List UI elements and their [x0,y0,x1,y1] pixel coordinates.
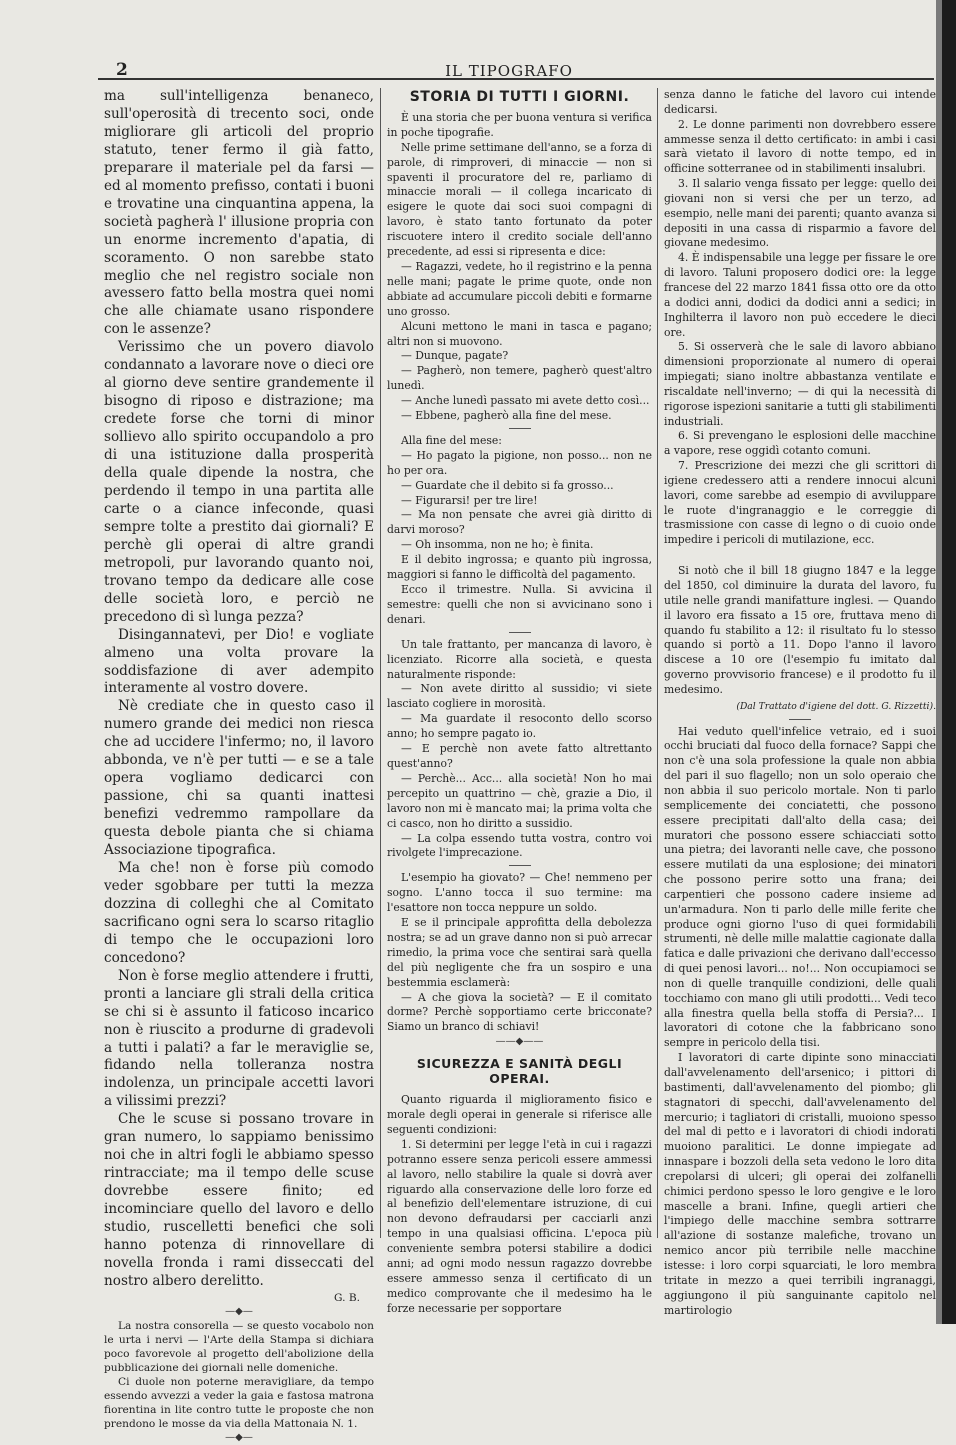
paragraph: 7. Prescrizione dei mezzi che gli scrittori di igiene credessero atti a rendere innocui alcuni lavori, come sarebbe ad esempio di avviluppare le ruote d'ingranaggio e le correggie di trasmissione con casse di legno o di cuoio onde impedire i pericoli di mutilazione, ecc. [664,459,936,547]
header-rule [98,78,934,80]
page-header [98,60,940,80]
column-middle [387,88,652,1315]
paragraph: E il debito ingrossa; e quanto più ingrossa, maggiori si fanno le difficoltà del pagamento. [387,553,652,582]
paragraph: Che le scuse si possano trovare in gran numero, lo sappiamo benissimo noi che in altri fogli le abbiamo spesso rintracciate; ma il tempo delle scuse dovrebbe essere finito; ed incominciare quello del lavoro e dello studio, ruscelletti benefici che soli hanno potenza di rinnovellare di novella fronda i rami disseccati del nostro albero derelitto. [104,1111,374,1289]
paragraph: — Ragazzi, vedete, ho il registrino e la penna nelle mani; pagate le prime quote, onde non abbiate ad accumulare piccoli debiti e formarne uno grosso. [387,259,652,318]
dash-divider [509,428,531,430]
dash-divider [789,719,811,721]
section-title: SICUREZZA E SANITÀ DEGLI OPERAI. [416,1056,623,1087]
section-title: STORIA DI TUTTI I GIORNI. [409,89,630,105]
ornament-divider: —◆— [225,1305,253,1317]
paragraph: — Perchè... Acc... alla società! Non ho mai percepito un quattrino — chè, grazie a Dio, il lavoro non mi è mancato mai; la prima volta che ci casco, non ho diritto a sussidio. [387,771,652,830]
column-divider [657,88,658,1238]
paragraph: — Oh insomma, non ne ho; è finita. [401,538,594,552]
paragraph: Hai veduto quell'infelice vetraio, ed i suoi occhi bruciati dal fuoco della fornace? Sappi che non c'è una sola professione la quale non abbia del pari il suo flagello; non un solo operaio che non abbia il suo pericolo mortale. Non ti parlo semplicemente dei conciatetti, che possono essere precipitati dall'alto della casa; dei muratori che possono essere schiacciati sotto una pietra; dei lavoranti nelle cave, che possono essere mutilati da una esplosione; dei minatori che possono perire sotto una frana; dei carpentieri che possono cadere insieme ad un'armadura. Non ti parlo delle mille ferite che produce ogni giorno l'uso di quei formidabili strumenti, nè delle mille malattie cagionate dalla fatica e dalle privazioni che derivano dall'eccesso di quei penosi lavori... no!... Non occupiamoci se non di quelle tranquille condizioni, delle quali tocchiamo con mano gli utili prodotti... Vedi teco alla finestra quella bella stoffa di Persia?... I lavoratori di cotone che la fabbricano sono sempre in pericolo della tisi. [664,724,936,1050]
paragraph: 6. Si prevengano le esplosioni delle macchine a vapore, rese oggidì cotanto comuni. [664,429,936,458]
column-divider [380,88,381,1238]
dash-divider [509,865,531,867]
paragraph: — Anche lunedì passato mi avete detto così... [401,394,650,408]
paragraph: Si notò che il bill 18 giugno 1847 e la legge del 1850, col diminuire la durata del lavoro, fu utile nelle grandi manifatture inglesi. — Quando il lavoro era fissato a 15 ore, fruttava meno di quando fu stabilito a 12: il risultato fu lo stesso quando si portò a 11. Dopo l'anno il lavoro discese a 10 ore (l'esempio fu imitato dal governo provvisorio francese) e il prodotto fu il medesimo. [664,564,936,696]
paragraph: Alcuni mettono le mani in tasca e pagano; altri non si muovono. [387,319,652,348]
paragraph: — Pagherò, non temere, pagherò quest'altro lunedì. [387,364,652,393]
paragraph: Verissimo che un povero diavolo condannato a lavorare nove o dieci ore al giorno deve sentire grandemente il bisogno di riposo e distrazione; ma credete forse che torni di minor sollievo allo spirito occupandolo a pro di una istituzione dalla prosperità della quale dipende la nostra, che perdendo il tempo in una partita alle carte o a ciance infeconde, quasi sempre tolte a prestito dai giornali? E perchè gli operai di altre grandi metropoli, pur lavorando quanto noi, trovano tempo da dedicare alle cose delle società loro, e perciò ne precedono di sì lunga pezza? [104,339,374,625]
paragraph: Nè crediate che in questo caso il numero grande dei medici non riesca che ad uccidere l'infermo; no, il lavoro abbonda, ve n'è per tutti — e se a tale opera vogliamo dedicarci con passione, chi sa quanti inattesi benefizi vedremmo rampollare da questa debole pianta che si chiama Associazione tipografica. [104,698,374,859]
paragraph: 3. Il salario venga fissato per legge: quello dei giovani non si versi che per un terzo, ad esempio, nelle mani dei parenti; quanto avanza si depositi in una cassa di risparmio a favore del giovane medesimo. [664,177,936,250]
dash-divider [509,632,531,634]
paragraph: E se il principale approfitta della debolezza nostra; se ad un grave danno non si può arrecar rimedio, la prima voce che sentirai sarà quella del più negligente che fra un sospiro e una bestemmia esclamerà: [387,916,652,989]
ornament-divider: ——◆—— [495,1036,544,1048]
page-number: 2 [116,60,128,80]
note: La nostra consorella — se questo vocabolo non le urta i nervi — l'Arte della Stampa si dichiara poco favorevole al progetto dell'abolizione della pubblicazione dei giornali nelle domeniche. [104,1319,374,1374]
signature: G. B. [334,1291,360,1304]
paragraph: — Ma non pensate che avrei già diritto di darvi moroso? [387,508,652,537]
column-right [664,88,936,1317]
ornament-divider: —◆— [225,1431,253,1443]
paragraph: — La colpa essendo tutta vostra, contro voi rivolgete l'imprecazione. [387,831,652,860]
paragraph: — Ebbene, pagherò alla fine del mese. [401,409,612,423]
paragraph: Non è forse meglio attendere i frutti, pronti a lanciare gli strali della critica se chi si è assunto il faticoso incarico non è riuscito a produrne di gradevoli a tutti i palati? a far le meraviglie se, fidando nella tolleranza nostra indolenza, un principale accetti lavori a vilissimi prezzi? [104,967,374,1110]
paragraph: Ecco il trimestre. Nulla. Si avvicina il semestre: quelli che non si avvicinano sono i denari. [387,583,652,626]
paragraph: Un tale frattanto, per mancanza di lavoro, è licenziato. Ricorre alla società, e questa naturalmente risponde: [387,637,652,681]
page-edge [942,0,956,1324]
paragraph: 5. Si osserverà che le sale di lavoro abbiano dimensioni proporzionate al numero di operai impiegati; siano inoltre abbastanza ventilate e riscaldate nell'inverno; — di qui la necessità di rigorose ispezioni sanitarie a tutti gli stabilimenti industriali. [664,340,936,428]
paragraph: È una storia che per buona ventura si verifica in poche tipografie. [387,110,652,139]
note: Ci duole non poterne meravigliare, da tempo essendo avvezzi a veder la gaia e fastosa matrona fiorentina in lite contro tutte le proposte che non prendono le mosse da via della Mattonaia N. 1. [104,1375,374,1430]
paragraph: Nelle prime settimane dell'anno, se a forza di parole, di rimproveri, di minaccie — non si spaventi il procuratore del re, parliamo di minaccie morali — il collega incaricato di esigere le quote dai soci suoi compagni di lavoro, è stato tanto fortunato da poter riscuotere intero il credito sociale dell'anno precedente, ad essi si ripresenta e dice: [387,140,652,259]
paragraph: L'esempio ha giovato? — Che! nemmeno per sogno. L'anno tocca il suo termine: ma l'esattore non tocca neppure un soldo. [387,871,652,915]
paragraph: — Non avete diritto al sussidio; vi siete lasciato cogliere in morosità. [387,682,652,711]
paragraph: Alla fine del mese: [401,433,502,447]
paragraph: — Ho pagato la pigione, non posso... non ne ho per ora. [387,448,652,477]
paragraph: — Dunque, pagate? [401,349,509,363]
paragraph: Quanto riguarda il miglioramento fisico e morale degli operai in generale si riferisce alle seguenti condizioni: [387,1093,652,1136]
source-citation: (Dal Trattato d'igiene del dott. G. Rizzetti). [736,700,936,712]
journal-title: IL TIPOGRAFO [445,62,573,80]
paragraph: — Figurarsi! per tre lire! [401,493,538,507]
paragraph: 2. Le donne parimenti non dovrebbero essere ammesse senza il detto certificato: in ambi i casi sarà vietato il lavoro di notte tempo, ed in officine sotterranee od in stabilimenti insalubri. [664,117,936,176]
paragraph: Ma che! non è forse più comodo veder sgobbare per tutti la mezza dozzina di colleghi che al Comitato sacrificano ogni sera lo scarso ritaglio di tempo che le occupazioni loro concedono? [104,859,374,966]
paragraph: 1. Si determini per legge l'età in cui i ragazzi potranno essere senza pericoli essere ammessi al lavoro, nello stabilire la quale si dovrà aver riguardo alla conservazione delle loro forze ed al benefizio dell'elementare istruzione, di cui non devono defraudarsi per cacciarli anzi tempo in una qualsiasi officina. L'epoca più conveniente sembra potersi stabilire a dodici anni; ad ogni modo nessun ragazzo dovrebbe essere ammesso senza il certificato di un medico comprovante che il medesimo ha le forze necessarie per sopportare [387,1137,652,1315]
paragraph: — A che giova la società? — E il comitato dorme? Perchè sopportiamo certe bricconate? Siamo un branco di schiavi! [387,990,652,1034]
paragraph: — Ma guardate il resoconto dello scorso anno; ho sempre pagato io. [387,712,652,741]
paragraph: — Guardate che il debito si fa grosso... [401,478,614,492]
paragraph: senza danno le fatiche del lavoro cui intende dedicarsi. [664,88,936,116]
paragraph: ma sull'intelligenza benaneco, sull'operosità di trecento soci, onde migliorare gli articoli del proprio statuto, tener fermo il già fatto, preparare il materiale pel da farsi — ed al momento prefisso, contati i buoni e trovatine una cinquantina appena, la società pagherà l' illusione propria con un enorme incremento d'apatia, di scoramento. O non sarebbe stato meglio che nel registro sociale non avessero fatto bella mostra quei nomi che alle chiamate usano rispondere con le assenze? [104,88,374,338]
paragraph: 4. È indispensabile una legge per fissare le ore di lavoro. Taluni proposero dodici ore: la legge francese del 22 marzo 1841 fissa otto ore da otto a dodici anni, dodici da dodici anni a sedici; in Inghilterra il lavoro non può eccedere le dieci ore. [664,251,936,339]
paragraph: Disingannatevi, per Dio! e vogliate almeno una volta provare la soddisfazione di aver adempito interamente al vostro dovere. [104,626,374,697]
paragraph: I lavoratori di carte dipinte sono minacciati dall'avvelenamento dell'arsenico; i pittori di bastimenti, dall'avvelenamento del piombo; gli stagnatori di specchi, dall'avvelenamento del mercurio; i tagliatori di cristalli, muoiono spesso del mal di petto e i lavoratori di chiodi indorati muoiono paralitici. Le donne impiegate ad innaspare i bozzoli della seta vedono le loro dita crepolarsi di ulceri; gli operai dei zolfanelli chimici perdono spesso le loro gengive e le loro mascelle a brani. Infine, quegli artieri che l'impiego delle macchine sembra sottrarre all'azione di sostanze malefiche, trovano un nemico ancor più terribile nelle macchine istesse: i loro corpi squarciati, le loro membra tritate in mezzo a quei terribili ingranaggi, aggiungono il più sanguinante capitolo nel martirologio [664,1051,936,1317]
column-left [104,88,374,1443]
paragraph: — E perchè non avete fatto altrettanto quest'anno? [387,742,652,770]
